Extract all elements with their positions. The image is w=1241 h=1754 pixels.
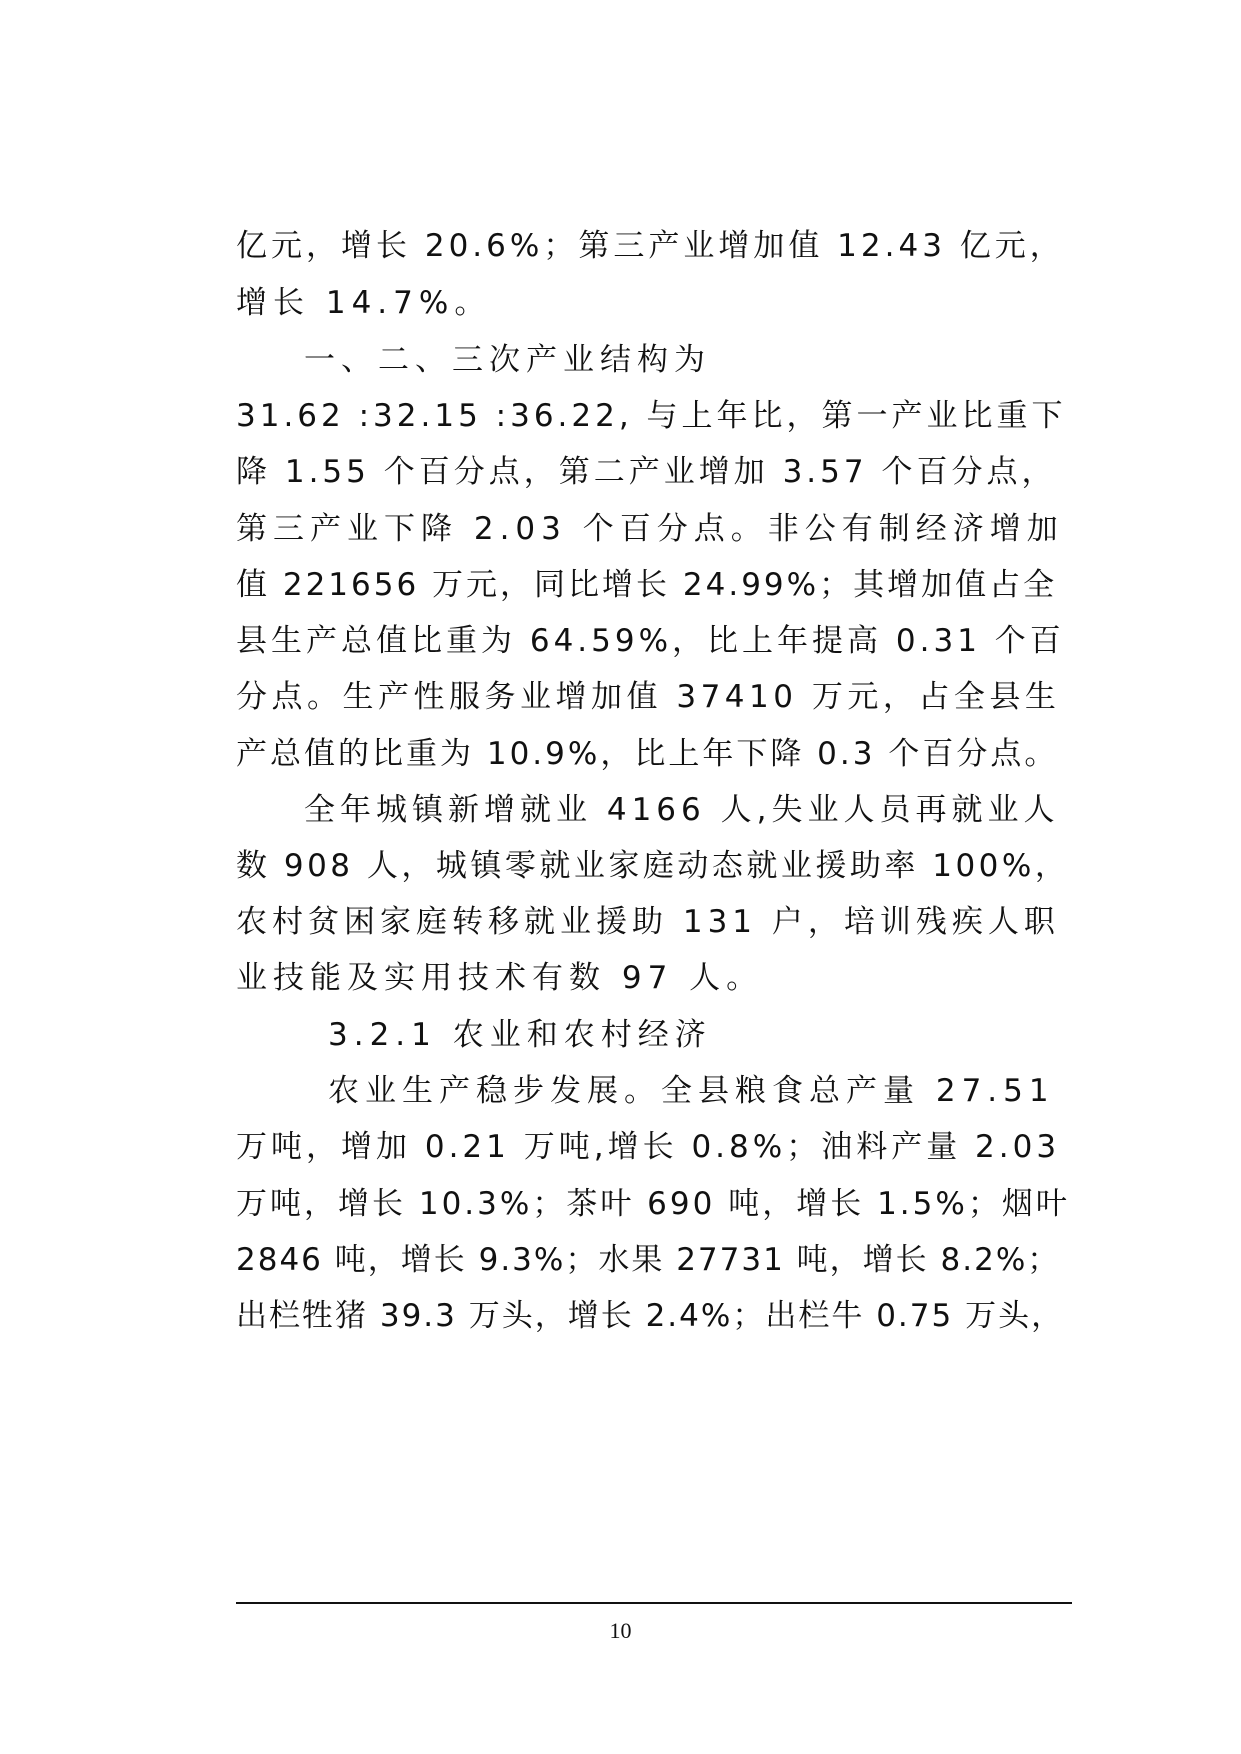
text-line: 第三产业下降 2.03 个百分点。非公有制经济增加 xyxy=(236,511,1064,547)
text-line: 亿元，增长 20.6%；第三产业增加值 12.43 亿元， xyxy=(236,228,1065,264)
text-line: 2846 吨，增长 9.3%；水果 27731 吨，增长 8.2%； xyxy=(236,1242,1061,1278)
text-line: 31.62 :32.15 :36.22, 与上年比，第一产业比重下 xyxy=(236,398,1067,434)
text-line: 降 1.55 个百分点，第二产业增加 3.57 个百分点， xyxy=(236,454,1057,490)
page-number: 10 xyxy=(609,1618,632,1643)
text-line: 增长 14.7%。 xyxy=(236,285,492,321)
text-line: 分点。生产性服务业增加值 37410 万元，占全县生 xyxy=(236,679,1061,715)
section-heading: 3.2.1 农业和农村经济 xyxy=(328,1017,712,1053)
footer-rule xyxy=(236,1602,1072,1604)
text-line: 万吨，增加 0.21 万吨,增长 0.8%；油料产量 2.03 xyxy=(236,1129,1061,1165)
text-line: 全年城镇新增就业 4166 人,失业人员再就业人 xyxy=(304,792,1060,828)
text-line: 产总值的比重为 10.9%，比上年下降 0.3 个百分点。 xyxy=(236,736,1059,772)
text-line: 万吨，增长 10.3%；茶叶 690 吨，增长 1.5%；烟叶 xyxy=(236,1186,1070,1222)
text-line: 出栏牲猪 39.3 万头，增长 2.4%；出栏牛 0.75 万头， xyxy=(236,1298,1065,1334)
text-line: 值 221656 万元，同比增长 24.99%；其增加值占全 xyxy=(236,567,1058,603)
text-line: 农村贫困家庭转移就业援助 131 户，培训残疾人职 xyxy=(236,904,1060,940)
text-line: 数 908 人，城镇零就业家庭动态就业援助率 100%， xyxy=(236,848,1070,884)
text-line: 一、二、三次产业结构为 xyxy=(304,342,711,378)
text-line: 县生产总值比重为 64.59%，比上年提高 0.31 个百 xyxy=(236,623,1065,659)
text-line: 业技能及实用技术有数 97 人。 xyxy=(236,960,764,996)
text-line: 农业生产稳步发展。全县粮食总产量 27.51 xyxy=(328,1073,1055,1109)
